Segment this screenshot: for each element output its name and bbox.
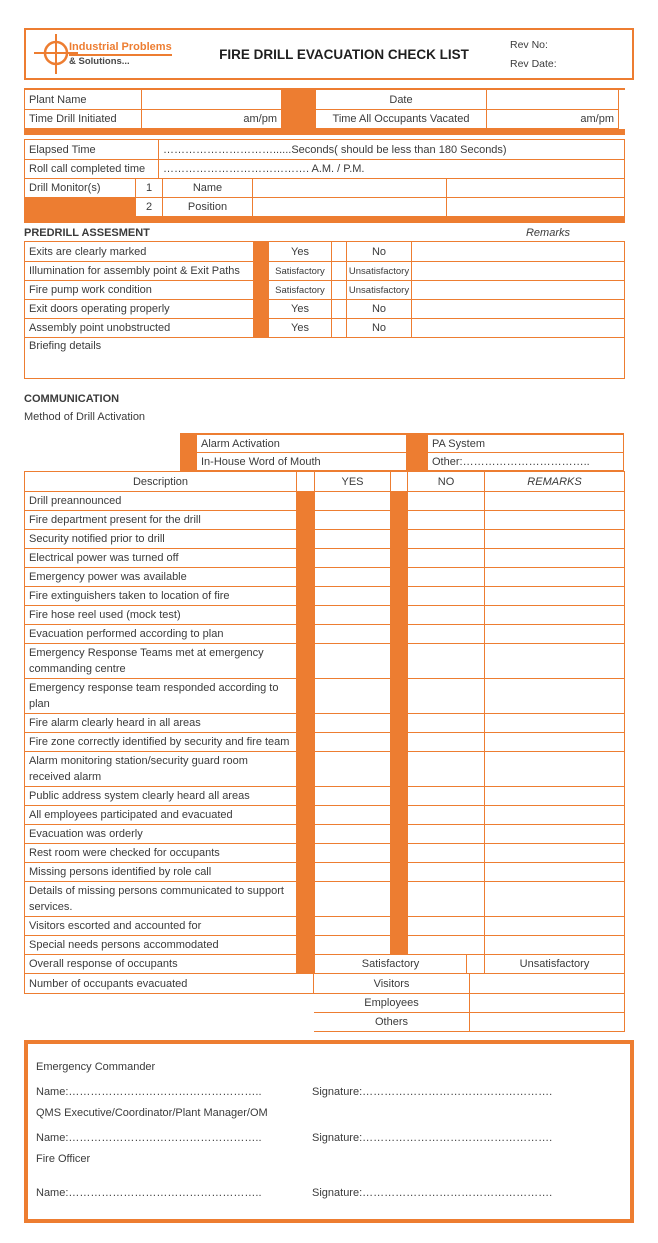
no-cell[interactable] (407, 936, 484, 954)
orange-marker (253, 319, 268, 337)
monitor-number: 1 (135, 179, 162, 197)
orange-marker (390, 492, 407, 510)
occupant-category-row (314, 974, 624, 993)
revision-block (496, 39, 624, 70)
orange-marker (296, 492, 314, 510)
checklist-row (25, 935, 624, 954)
monitor-position-cell[interactable] (252, 198, 446, 216)
yes-cell[interactable] (314, 568, 390, 586)
elapsed-time-value[interactable]: …………………………......Seconds( should be less than 180 Seconds) (158, 140, 624, 159)
method-box-right (427, 433, 624, 471)
item-description: Emergency Response Teams met at emergency commanding centre (29, 647, 264, 675)
item-description: Special needs persons accommodated (29, 939, 219, 951)
orange-marker (296, 863, 314, 881)
spacer-cell (296, 472, 314, 491)
yes-cell[interactable] (314, 511, 390, 529)
item-description: Fire department present for the drill (29, 514, 201, 526)
no-cell[interactable] (407, 549, 484, 567)
checklist-row (25, 548, 624, 567)
signature-field[interactable]: Signature:……………………………………………. (312, 1187, 553, 1199)
drill-monitors-label: Drill Monitor(s) (29, 182, 101, 194)
no-cell[interactable] (407, 625, 484, 643)
orange-band (24, 217, 625, 223)
category-count-cell[interactable] (469, 994, 624, 1012)
unsatisfactory-option[interactable]: Unsatisfactory (484, 955, 624, 973)
name-signature-line (36, 1086, 622, 1098)
yes-cell[interactable] (314, 787, 390, 805)
no-cell[interactable] (407, 714, 484, 732)
spacer-cell (331, 319, 346, 337)
predrill-row (25, 299, 624, 318)
checklist-row (25, 843, 624, 862)
no-cell[interactable] (407, 733, 484, 751)
info-row (316, 90, 618, 109)
rollcall-row (25, 159, 624, 178)
negative-option[interactable]: Unsatisfactory (346, 262, 411, 280)
remarks-cell[interactable] (484, 644, 624, 678)
info-label: Time All Occupants Vacated (332, 113, 470, 125)
orange-marker (296, 917, 314, 935)
item-description: Visitors escorted and accounted for (29, 920, 202, 932)
category-label: Visitors (373, 977, 410, 990)
checklist-row (25, 643, 624, 678)
company-logo (34, 34, 192, 74)
remarks-cell[interactable] (484, 936, 624, 954)
no-cell[interactable] (407, 644, 484, 678)
yes-cell[interactable] (314, 733, 390, 751)
category-count-cell[interactable] (469, 974, 624, 993)
info-row (25, 109, 281, 128)
checklist-row (25, 916, 624, 935)
remarks-cell[interactable] (484, 587, 624, 605)
checklist-row (25, 824, 624, 843)
item-description: Security notified prior to drill (29, 533, 165, 545)
remarks-cell[interactable] (484, 787, 624, 805)
monitor-field-label: Name (162, 179, 252, 197)
checklist-row (25, 786, 624, 805)
spacer-cell (331, 281, 346, 299)
info-label: Time Drill Initiated (29, 113, 117, 125)
remarks-cell[interactable] (484, 492, 624, 510)
spacer-cell (466, 955, 484, 973)
spacer-cell (390, 472, 407, 491)
item-description: Public address system clearly heard all areas (29, 790, 250, 802)
logo-text-line1: Industrial Problems (69, 41, 172, 56)
briefing-row (25, 337, 624, 378)
yes-cell[interactable] (314, 679, 390, 713)
monitor-number: 2 (135, 198, 162, 216)
name-field[interactable]: Name:…………………………………………….. (36, 1132, 262, 1144)
predrill-rows (25, 242, 624, 337)
orange-marker (296, 787, 314, 805)
info-value-cell[interactable]: am/pm (486, 110, 618, 128)
info-value-cell[interactable]: am/pm (141, 110, 281, 128)
orange-marker (253, 242, 268, 261)
predrill-title: PREDRILL ASSESMENT (24, 227, 150, 239)
remarks-header: REMARKS (484, 472, 624, 491)
orange-marker (296, 806, 314, 824)
orange-marker (296, 733, 314, 751)
orange-marker (296, 752, 314, 786)
orange-marker (390, 644, 407, 678)
item-description: Electrical power was turned off (29, 552, 179, 564)
negative-option[interactable]: No (346, 319, 411, 337)
monitor-name-cell-2[interactable] (446, 179, 624, 197)
orange-marker (296, 679, 314, 713)
orange-spacer (282, 90, 315, 129)
communication-table (24, 471, 625, 974)
no-cell[interactable] (407, 606, 484, 624)
activation-methods (180, 433, 634, 471)
yes-cell[interactable] (314, 625, 390, 643)
signature-field[interactable]: Signature:……………………………………………. (312, 1086, 553, 1098)
method-option[interactable]: In-House Word of Mouth (201, 455, 321, 468)
item-description: Drill preannounced (29, 495, 122, 507)
yes-cell[interactable] (314, 825, 390, 843)
no-cell[interactable] (407, 752, 484, 786)
positive-option[interactable]: Yes (268, 242, 331, 261)
no-cell[interactable] (407, 568, 484, 586)
predrill-row (25, 242, 624, 261)
signature-section (24, 1040, 634, 1223)
orange-marker (390, 863, 407, 881)
monitor-position-cell-2[interactable] (446, 198, 624, 216)
yes-cell[interactable] (314, 530, 390, 548)
orange-marker (296, 936, 314, 954)
checklist-row (25, 678, 624, 713)
orange-marker (180, 433, 196, 471)
name-signature-line (36, 1132, 622, 1144)
orange-marker (407, 433, 427, 471)
predrill-item-label: Assembly point unobstructed (29, 322, 171, 334)
no-cell[interactable] (407, 844, 484, 862)
checklist-row (25, 510, 624, 529)
positive-option[interactable]: Satisfactory (268, 262, 331, 280)
no-cell[interactable] (407, 917, 484, 935)
monitor-field-label: Position (162, 198, 252, 216)
remarks-cell[interactable] (484, 825, 624, 843)
orange-marker (390, 882, 407, 916)
orange-marker (390, 530, 407, 548)
no-header: NO (407, 472, 484, 491)
checklist-row (25, 529, 624, 548)
description-header: Description (132, 475, 189, 488)
orange-band (24, 129, 625, 135)
predrill-row (25, 318, 624, 337)
orange-marker (296, 606, 314, 624)
checklist-row (25, 491, 624, 510)
item-description: Missing persons identified by role call (29, 866, 212, 878)
no-cell[interactable] (407, 825, 484, 843)
no-cell[interactable] (407, 587, 484, 605)
role-title: Emergency Commander (36, 1061, 156, 1073)
remarks-cell[interactable] (411, 281, 624, 299)
rollcall-value[interactable]: …………………………………. A.M. / P.M. (158, 160, 624, 178)
orange-marker (296, 587, 314, 605)
remarks-cell[interactable] (411, 300, 624, 318)
orange-marker (390, 568, 407, 586)
remarks-cell[interactable] (484, 679, 624, 713)
occupant-category-row (314, 1012, 624, 1031)
yes-cell[interactable] (314, 606, 390, 624)
orange-marker (390, 511, 407, 529)
spacer-cell (331, 242, 346, 261)
orange-marker (390, 752, 407, 786)
drill-monitor-row-2 (25, 197, 624, 216)
orange-marker (253, 300, 268, 318)
remarks-cell[interactable] (411, 319, 624, 337)
category-label: Employees (364, 997, 419, 1009)
checklist-row (25, 862, 624, 881)
info-strip (24, 90, 625, 129)
info-row (316, 109, 618, 128)
rev-no-label: Rev No: (510, 38, 548, 51)
orange-marker (296, 882, 314, 916)
category-count-cell[interactable] (469, 1013, 624, 1031)
info-row (25, 90, 281, 109)
satisfactory-option[interactable]: Satisfactory (314, 955, 466, 973)
yes-cell[interactable] (314, 587, 390, 605)
remarks-cell[interactable] (411, 242, 624, 261)
orange-marker (390, 625, 407, 643)
yes-cell[interactable] (314, 863, 390, 881)
drill-monitor-row-1 (25, 178, 624, 197)
orange-marker (390, 825, 407, 843)
checklist-header-row (25, 472, 624, 491)
checklist-row (25, 624, 624, 643)
orange-marker (390, 917, 407, 935)
yes-cell[interactable] (314, 549, 390, 567)
orange-marker (390, 587, 407, 605)
remarks-cell[interactable] (484, 917, 624, 935)
role-title: Fire Officer (36, 1153, 91, 1165)
item-description: Fire alarm clearly heard in all areas (29, 717, 201, 729)
item-description: All employees participated and evacuated (29, 809, 233, 821)
remarks-cell[interactable] (484, 733, 624, 751)
predrill-item-label: Exits are clearly marked (29, 245, 147, 258)
item-description: Emergency power was available (29, 571, 187, 583)
orange-marker (296, 530, 314, 548)
remarks-cell[interactable] (484, 863, 624, 881)
checklist-row (25, 881, 624, 916)
checklist-row (25, 567, 624, 586)
checklist-row (25, 605, 624, 624)
method-of-activation-label: Method of Drill Activation (24, 411, 146, 423)
no-cell[interactable] (407, 882, 484, 916)
logo-text-line2: & Solutions... (69, 56, 130, 67)
item-description: Number of occupants evacuated (24, 974, 314, 994)
info-label: Plant Name (29, 93, 87, 106)
orange-marker (390, 806, 407, 824)
elapsed-time-label: Elapsed Time (29, 143, 96, 156)
method-box-left (196, 433, 407, 471)
no-cell[interactable] (407, 530, 484, 548)
remarks-cell[interactable] (484, 806, 624, 824)
remarks-cell[interactable] (484, 752, 624, 786)
yes-cell[interactable] (314, 936, 390, 954)
occupant-category-row (314, 993, 624, 1012)
remarks-cell[interactable] (484, 714, 624, 732)
item-description: Fire zone correctly identified by security and fire team (29, 736, 290, 748)
method-option[interactable]: PA System (432, 437, 485, 450)
predrill-remarks-label: Remarks (525, 227, 570, 239)
category-label: Others (374, 1016, 408, 1028)
remarks-cell[interactable] (484, 511, 624, 529)
role-title: QMS Executive/Coordinator/Plant Manager/OM (36, 1107, 268, 1119)
predrill-item-label: Fire pump work condition (29, 284, 152, 296)
spacer-cell (331, 262, 346, 280)
yes-cell[interactable] (314, 492, 390, 510)
no-cell[interactable] (407, 492, 484, 510)
predrill-row (25, 261, 624, 280)
name-field[interactable]: Name:…………………………………………….. (36, 1187, 262, 1199)
predrill-item-label: Exit doors operating properly (29, 303, 170, 315)
date-time-table (315, 90, 619, 129)
orange-marker (296, 511, 314, 529)
orange-marker (296, 549, 314, 567)
orange-marker (296, 714, 314, 732)
orange-marker (296, 955, 314, 973)
remarks-cell[interactable] (484, 844, 624, 862)
orange-marker (390, 549, 407, 567)
predrill-table (24, 241, 625, 379)
predrill-row (25, 280, 624, 299)
checklist-row (25, 732, 624, 751)
yes-cell[interactable] (314, 917, 390, 935)
remarks-cell[interactable] (484, 530, 624, 548)
timing-table (24, 139, 625, 217)
orange-marker (296, 844, 314, 862)
remarks-cell[interactable] (484, 882, 624, 916)
occupant-categories-table (314, 974, 625, 1032)
overall-response-row (25, 954, 624, 973)
orange-marker (390, 679, 407, 713)
elapsed-time-row (25, 140, 624, 159)
item-description: Evacuation was orderly (29, 828, 143, 840)
rev-date-label: Rev Date: (510, 57, 557, 70)
method-option[interactable]: Other:…………………………….. (432, 455, 590, 468)
checklist-row (25, 713, 624, 732)
item-description: Alarm monitoring station/security guard room received alarm (29, 755, 248, 783)
yes-cell[interactable] (314, 882, 390, 916)
positive-option[interactable]: Satisfactory (268, 281, 331, 299)
predrill-item-label: Illumination for assembly point & Exit Paths (29, 265, 240, 277)
no-cell[interactable] (407, 863, 484, 881)
name-signature-line (36, 1187, 622, 1199)
item-description: Evacuation performed according to plan (29, 628, 224, 640)
remarks-cell[interactable] (484, 625, 624, 643)
checklist-rows (25, 491, 624, 954)
yes-cell[interactable] (314, 644, 390, 678)
signature-field[interactable]: Signature:……………………………………………. (312, 1132, 553, 1144)
rollcall-label: Roll call completed time (29, 163, 146, 175)
yes-header: YES (314, 472, 390, 491)
name-field[interactable]: Name:…………………………………………….. (36, 1086, 262, 1098)
negative-option[interactable]: No (346, 242, 411, 261)
checklist-row (25, 751, 624, 786)
info-value-cell[interactable] (141, 90, 281, 109)
predrill-section-header (24, 227, 625, 239)
no-cell[interactable] (407, 511, 484, 529)
orange-marker (253, 281, 268, 299)
negative-option[interactable]: No (346, 300, 411, 318)
no-cell[interactable] (407, 787, 484, 805)
no-cell[interactable] (407, 679, 484, 713)
checklist-row (25, 586, 624, 605)
communication-title: COMMUNICATION (24, 393, 120, 405)
positive-option[interactable]: Yes (268, 300, 331, 318)
remarks-cell[interactable] (484, 549, 624, 567)
orange-marker (25, 198, 135, 216)
checklist-row (25, 805, 624, 824)
orange-marker (296, 644, 314, 678)
orange-marker (296, 625, 314, 643)
spacer-cell (331, 300, 346, 318)
orange-marker (296, 825, 314, 843)
orange-marker (390, 936, 407, 954)
briefing-details-cell[interactable]: Briefing details (29, 340, 102, 352)
orange-marker (390, 606, 407, 624)
plant-time-table (24, 90, 282, 129)
positive-option[interactable]: Yes (268, 319, 331, 337)
item-description: Fire hose reel used (mock test) (29, 609, 181, 621)
orange-marker (390, 787, 407, 805)
item-description: Emergency response team responded according to plan (29, 682, 279, 710)
form-header (24, 28, 634, 80)
item-description: Fire extinguishers taken to location of fire (29, 590, 230, 602)
remarks-cell[interactable] (411, 262, 624, 280)
orange-marker (296, 568, 314, 586)
item-description: Rest room were checked for occupants (29, 847, 220, 859)
yes-cell[interactable] (314, 752, 390, 786)
yes-cell[interactable] (314, 844, 390, 862)
yes-cell[interactable] (314, 714, 390, 732)
orange-marker (253, 262, 268, 280)
method-option[interactable]: Alarm Activation (201, 437, 280, 450)
item-description: Details of missing persons communicated to support services. (29, 885, 284, 913)
yes-cell[interactable] (314, 806, 390, 824)
info-label: Date (389, 93, 413, 106)
orange-marker (390, 714, 407, 732)
remarks-cell[interactable] (484, 606, 624, 624)
monitor-name-cell[interactable] (252, 179, 446, 197)
logo-text (69, 41, 172, 67)
orange-marker (390, 733, 407, 751)
item-description: Overall response of occupants (29, 958, 178, 970)
orange-marker (390, 844, 407, 862)
no-cell[interactable] (407, 806, 484, 824)
occupants-evacuated-block (24, 974, 625, 1032)
remarks-cell[interactable] (484, 568, 624, 586)
form-title: FIRE DRILL EVACUATION CHECK LIST (219, 46, 469, 62)
info-value-cell[interactable] (486, 90, 618, 109)
negative-option[interactable]: Unsatisfactory (346, 281, 411, 299)
